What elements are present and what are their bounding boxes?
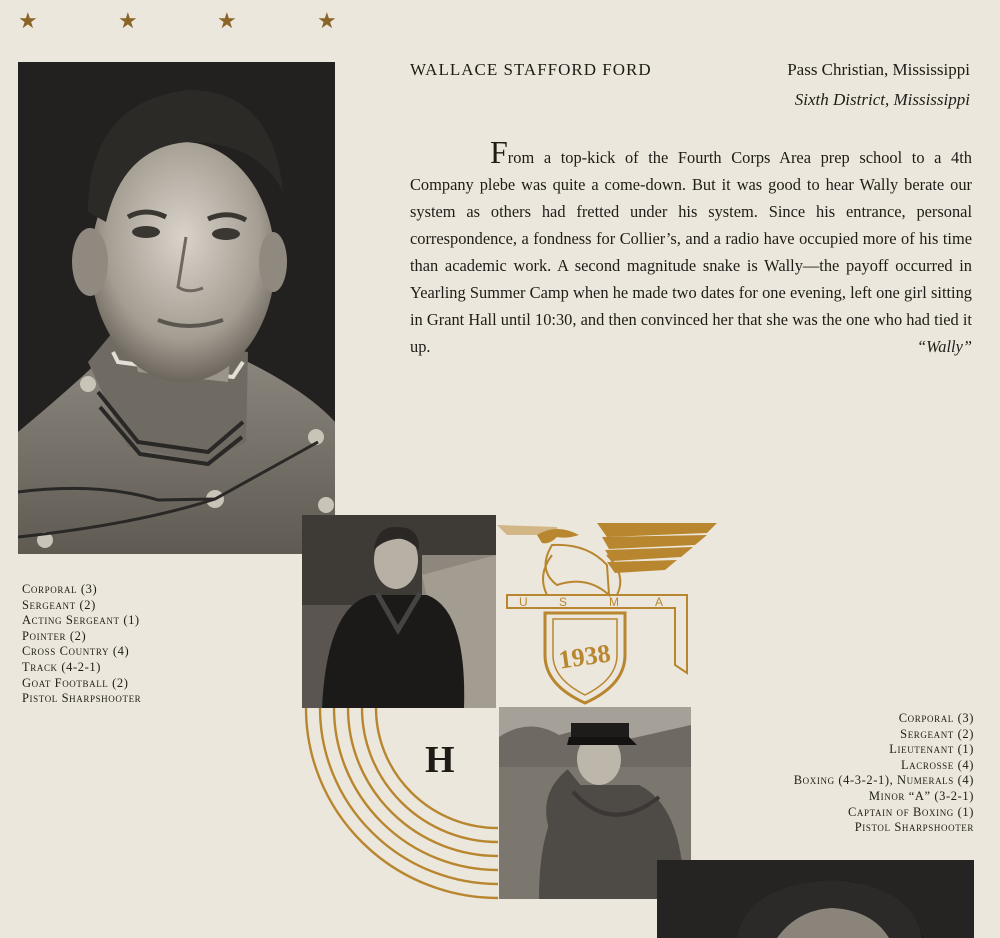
list-item: Acting Sergeant (1) (22, 613, 140, 628)
list-item: Lieutenant (1) (889, 742, 974, 757)
list-item: Sergeant (2) (22, 597, 96, 612)
list-item: Captain of Boxing (1) (847, 804, 974, 819)
next-cadet-portrait-photo (657, 860, 974, 938)
crest-letter-a: A (655, 595, 664, 609)
list-item: Cross Country (4) (22, 644, 130, 659)
list-item: Sergeant (2) (900, 726, 974, 741)
cadet-portrait-photo (18, 62, 335, 554)
crest-letter-u: U (519, 595, 528, 609)
activities-list-right (794, 711, 974, 836)
list-item: Pistol Sharpshooter (22, 691, 142, 706)
list-item: Pistol Sharpshooter (854, 820, 974, 835)
cadet-nickname: “Wally” (917, 337, 972, 356)
star-icon: ★ (18, 8, 38, 33)
decorative-arcs (302, 708, 498, 902)
candid-photo-sweater (302, 515, 496, 708)
list-item: Corporal (3) (898, 711, 974, 725)
crest-year: 1938 (556, 638, 613, 675)
list-item: Minor “A” (3-2-1) (868, 788, 974, 803)
list-item: Track (4-2-1) (22, 659, 101, 674)
star-icon: ★ (118, 8, 138, 33)
activities-list-left (22, 582, 141, 707)
star-icon: ★ (217, 8, 237, 33)
usma-1938-crest (497, 515, 719, 705)
list-item: Pointer (2) (22, 628, 87, 643)
list-item: Goat Football (2) (22, 675, 129, 690)
list-item: Lacrosse (4) (900, 757, 974, 772)
bio-text: rom a top-kick of the Fourth Corps Area prep school to a 4th Company plebe was quite a come-down. But it was good to hear Wally berate our system as others had fretted under his system. Since his entrance, personal correspondence, a fondness for Collier’s, and a radio have occupied more of his time than academic work. A second magnitude snake is Wally—the payoff occurred in Yearling Summer Camp when he made two dates for one evening, left one girl sitting in Grant Hall until 10:30, and then convinced her that she was the one who had tied it up. (410, 148, 972, 356)
list-item: Boxing (4-3-2-1), Numerals (4) (793, 773, 974, 788)
list-item: Corporal (3) (22, 582, 98, 596)
company-letter: H (425, 739, 455, 781)
cadet-district: Sixth District, Mississippi (794, 90, 970, 109)
star-icon: ★ (317, 8, 337, 33)
cadet-hometown: Pass Christian, Mississippi (787, 60, 970, 79)
cadet-biography (410, 134, 972, 360)
crest-letter-m: M (609, 595, 619, 609)
bio-dropcap: F (490, 134, 508, 170)
crest-letter-s: S (559, 595, 568, 609)
cadet-name: WALLACE STAFFORD FORD (410, 60, 652, 79)
